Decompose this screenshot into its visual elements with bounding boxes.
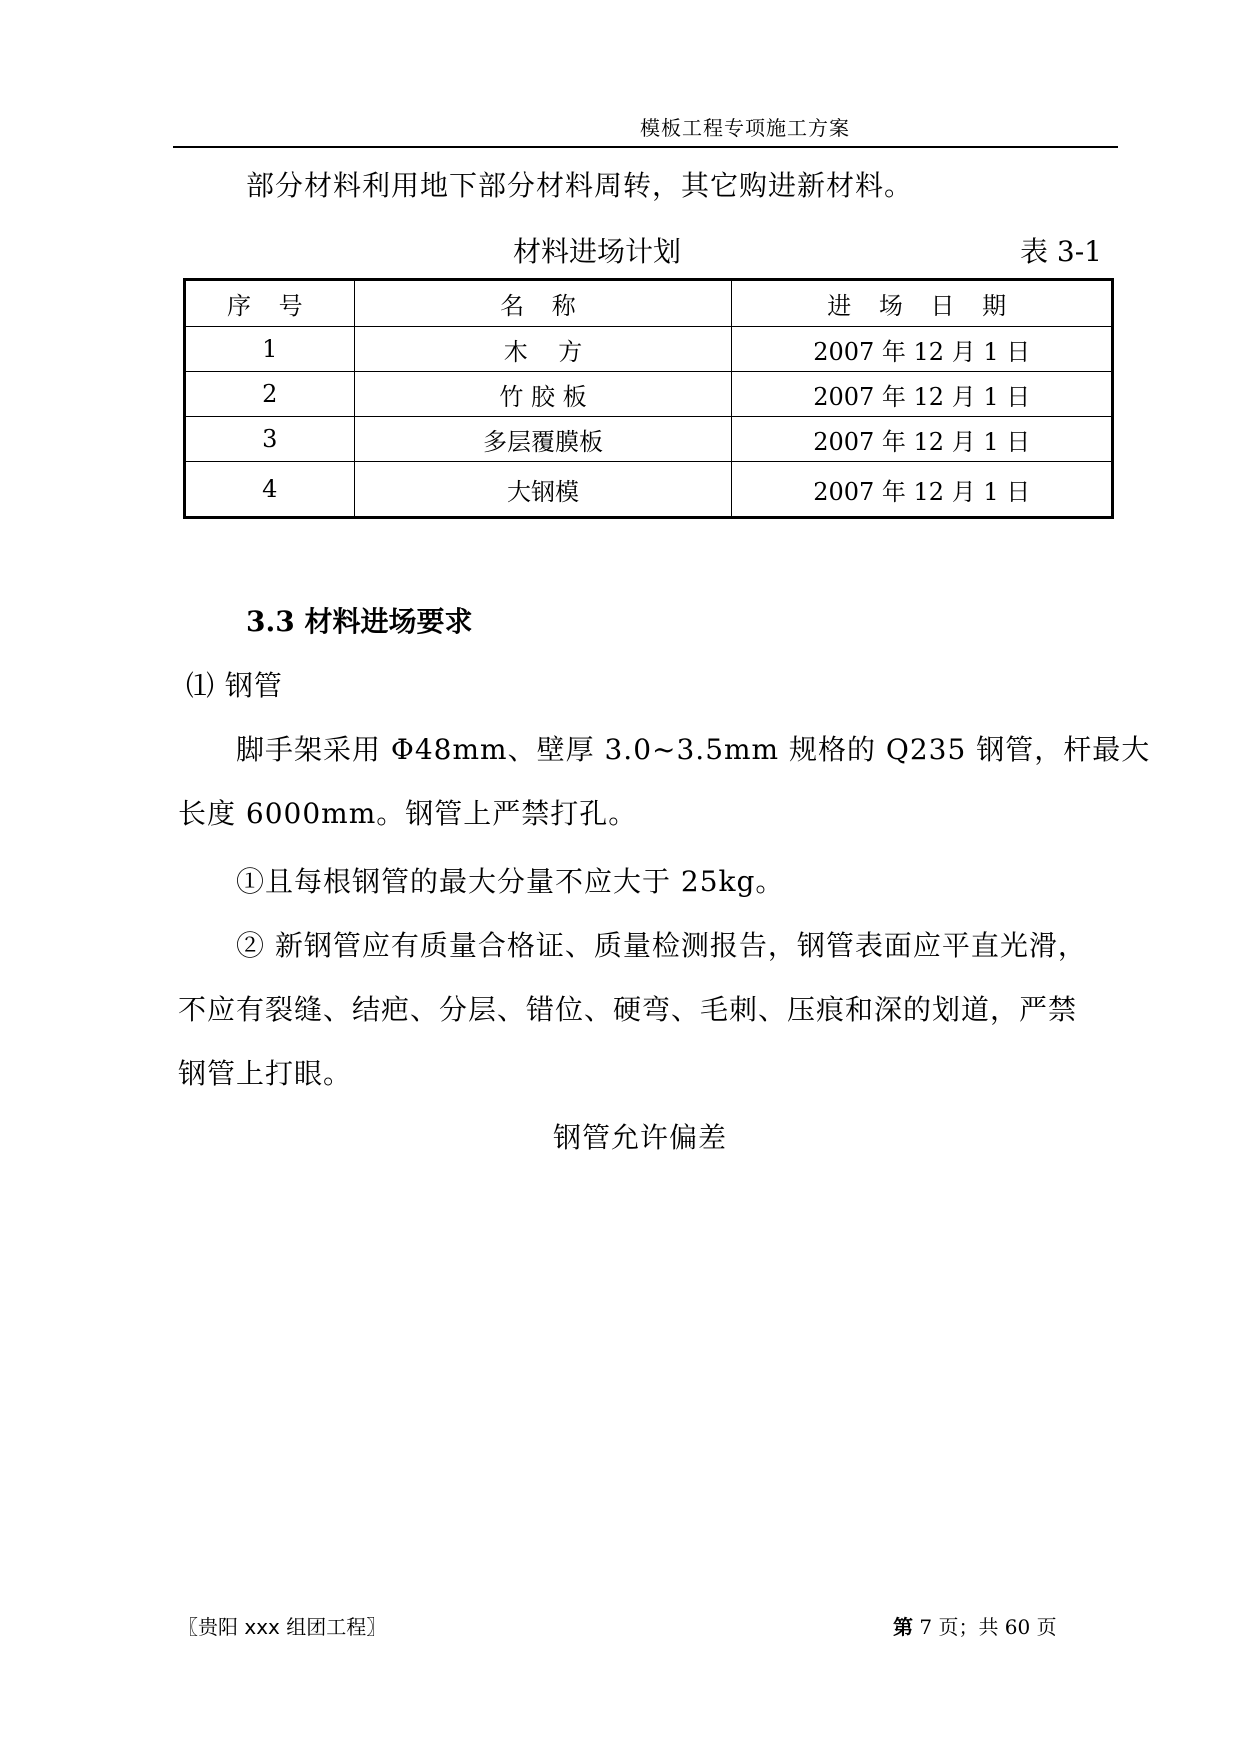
table-cell: 2 [185,372,355,417]
table-cell: 多层覆膜板 [354,417,732,462]
footer-page-number [893,1611,1057,1640]
table-caption-title: 材料进场计划 [513,235,682,268]
footer-page-info: 7 页；共 60 页 [919,1615,1057,1639]
table-row [185,462,1113,518]
table-header-cell: 序 号 [185,280,355,327]
section-heading: 3.3 材料进场要求 [246,605,473,638]
table-cell: 2007 年 12 月 1 日 [732,462,1113,518]
body-paragraph: 不应有裂缝、结疤、分层、错位、硬弯、毛刺、压痕和深的划道，严禁 [178,993,1078,1026]
body-paragraph: 长度 6000mm。钢管上严禁打孔。 [178,797,638,830]
table-cell: 1 [185,327,355,372]
material-plan-table [183,278,1114,519]
subsection-heading: ⑴ 钢管 [186,669,283,702]
body-paragraph: 钢管上打眼。 [178,1057,353,1090]
header-rule [173,146,1118,148]
deviation-table-title: 钢管允许偏差 [553,1121,728,1154]
table-cell: 木 方 [354,327,732,372]
table-header-cell: 名 称 [354,280,732,327]
footer-project-name: 〖贵阳 xxx 组团工程〗 [178,1615,387,1639]
table-row [185,417,1113,462]
body-paragraph: ①且每根钢管的最大分量不应大于 25kg。 [236,865,785,898]
document-header-title: 模板工程专项施工方案 [640,116,850,140]
table-row [185,327,1113,372]
table-cell: 2007 年 12 月 1 日 [732,327,1113,372]
intro-paragraph: 部分材料利用地下部分材料周转，其它购进新材料。 [246,169,914,202]
table-cell: 2007 年 12 月 1 日 [732,417,1113,462]
table-cell: 竹 胶 板 [354,372,732,417]
table-header-cell: 进 场 日 期 [732,280,1113,327]
table-cell: 2007 年 12 月 1 日 [732,372,1113,417]
table-caption-number: 表 3-1 [1020,235,1102,268]
table-cell: 3 [185,417,355,462]
table-caption [173,230,1118,266]
body-paragraph: 脚手架采用 Φ48mm、壁厚 3.0~3.5mm 规格的 Q235 钢管，杆最大 [236,733,1151,766]
table-cell: 大钢模 [354,462,732,518]
footer-page-label: 第 [893,1615,913,1639]
table-cell: 4 [185,462,355,518]
body-paragraph: ② 新钢管应有质量合格证、质量检测报告，钢管表面应平直光滑， [236,929,1087,962]
table-header-row [185,280,1113,327]
table-row [185,372,1113,417]
